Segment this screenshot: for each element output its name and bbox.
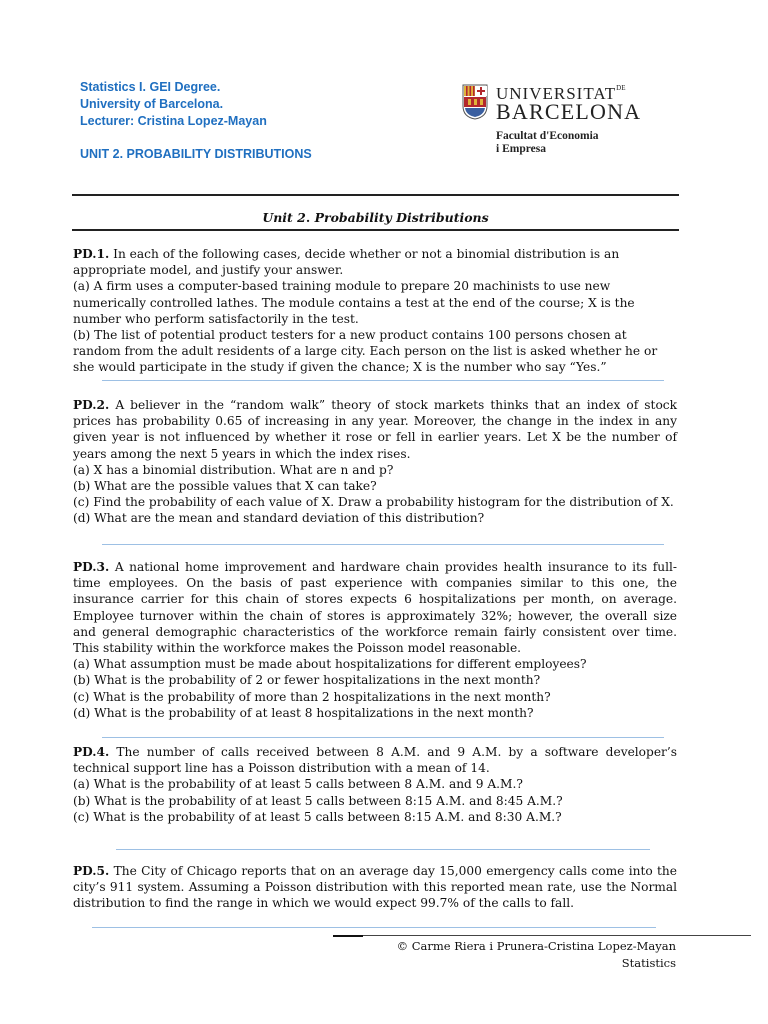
title-rule-top xyxy=(72,194,679,196)
question-part: (a) X has a binomial distribution. What are n and p? xyxy=(73,462,394,477)
question-part: (a) A firm uses a computer-based training module to prepare 20 machinists to use new numerically controlled lathes. The module contains a test at the end of the course; X is the number who perform satisfactorily in the test. xyxy=(73,279,635,326)
question-part: (b) What is the probability of at least 5 calls between 8:15 A.M. and 8:45 A.M.? xyxy=(73,793,563,808)
question-text: The number of calls received between 8 A.M. and 9 A.M. by a software developer’s technical support line has a Poisson distribution with a mean of 14. xyxy=(73,745,677,776)
separator-line xyxy=(102,380,664,381)
question-pd4 xyxy=(73,744,677,825)
question-part: (c) Find the probability of each value of X. Draw a probability histogram for the distribution of X. xyxy=(73,495,674,510)
separator-line xyxy=(102,544,664,545)
unit-header: UNIT 2. PROBABILITY DISTRIBUTIONS xyxy=(80,147,312,161)
title-separator: . xyxy=(305,210,315,225)
separator-line xyxy=(102,737,664,738)
question-part: (b) What are the possible values that X can take? xyxy=(73,479,377,494)
university-shield-icon xyxy=(462,84,488,120)
title-name: Probability Distributions xyxy=(314,210,489,225)
footer-copyright: © Carme Riera i Prunera-Cristina Lopez-Mayan xyxy=(396,939,676,953)
question-text: A national home improvement and hardware chain provides health insurance to its full-time employees. On the basis of past experience with companies similar to this one, the insurance carrier for this chain of stores expects 6 hospitalizations per month, on average. Employee turnover within the chain of stores is approximately 32%; however, the overall size and general demographic characteristics of the workforce remain fairly consistent over time. This stability within the workforce makes the Poisson model reasonable. xyxy=(73,560,677,656)
logo-faculty xyxy=(496,130,599,156)
footer-rule xyxy=(363,935,751,936)
question-part: (b) What is the probability of 2 or fewer hospitalizations in the next month? xyxy=(73,673,541,688)
title-rule-bottom xyxy=(72,229,679,231)
question-label: PD.5. xyxy=(73,864,110,878)
question-pd3 xyxy=(73,559,677,721)
question-label: PD.4. xyxy=(73,745,110,759)
page-title xyxy=(72,210,679,225)
university-logo xyxy=(462,84,642,164)
question-pd2 xyxy=(73,397,677,527)
question-pd5 xyxy=(73,863,677,912)
logo-de: DE xyxy=(616,84,626,92)
separator-line xyxy=(116,849,650,850)
logo-faculty-line2: i Empresa xyxy=(496,143,546,155)
question-label: PD.2. xyxy=(73,398,110,412)
question-part: (a) What is the probability of at least 5 calls between 8 A.M. and 9 A.M.? xyxy=(73,777,523,792)
university-line: University of Barcelona. xyxy=(80,97,224,111)
question-part: (b) The list of potential product testers for a new product contains 100 persons chosen at random from the adult residents of a large city. Each person on the list is asked whether he or she would participate in the study if given the chance; X is the number who say “Yes.” xyxy=(73,328,658,375)
logo-faculty-line1: Facultat d'Economia xyxy=(496,130,599,142)
question-part: (a) What assumption must be made about hospitalizations for different employees? xyxy=(73,657,587,672)
logo-city: BARCELONA xyxy=(496,99,642,124)
question-part: (c) What is the probability of at least 5 calls between 8:15 A.M. and 8:30 A.M.? xyxy=(73,809,562,824)
logo-university: UNIVERSITAT xyxy=(496,84,617,103)
lecturer-line: Lecturer: Cristina Lopez-Mayan xyxy=(80,114,267,128)
question-label: PD.1. xyxy=(73,247,110,261)
question-part: (d) What is the probability of at least 8 hospitalizations in the next month? xyxy=(73,705,534,720)
question-text: The City of Chicago reports that on an average day 15,000 emergency calls come into the city’s 911 system. Assuming a Poisson distribution with this reported mean rate, use the Normal distribution to find the range in which we would expect 99.7% of the calls to fall. xyxy=(73,864,677,911)
question-pd1 xyxy=(73,246,677,376)
title-unit: Unit 2 xyxy=(262,210,306,225)
footer-rule-accent xyxy=(333,935,363,937)
page-footer xyxy=(397,938,676,972)
separator-line xyxy=(92,927,656,928)
footer-subject: Statistics xyxy=(621,956,676,970)
question-text: A believer in the “random walk” theory of stock markets thinks that an index of stock prices has probability 0.65 of increasing in any year. Moreover, the change in the index in any given year is not influenced by whether it rose or fell in earlier years. Let X be the number of years among the next 5 years in which the index rises. xyxy=(73,398,677,461)
question-text: In each of the following cases, decide whether or not a binomial distribution is an appropriate model, and justify your answer. xyxy=(73,247,620,278)
question-part: (d) What are the mean and standard deviation of this distribution? xyxy=(73,511,485,526)
course-header xyxy=(80,79,267,130)
question-label: PD.3. xyxy=(73,560,110,574)
question-part: (c) What is the probability of more than 2 hospitalizations in the next month? xyxy=(73,689,551,704)
course-line: Statistics I. GEI Degree. xyxy=(80,80,221,94)
